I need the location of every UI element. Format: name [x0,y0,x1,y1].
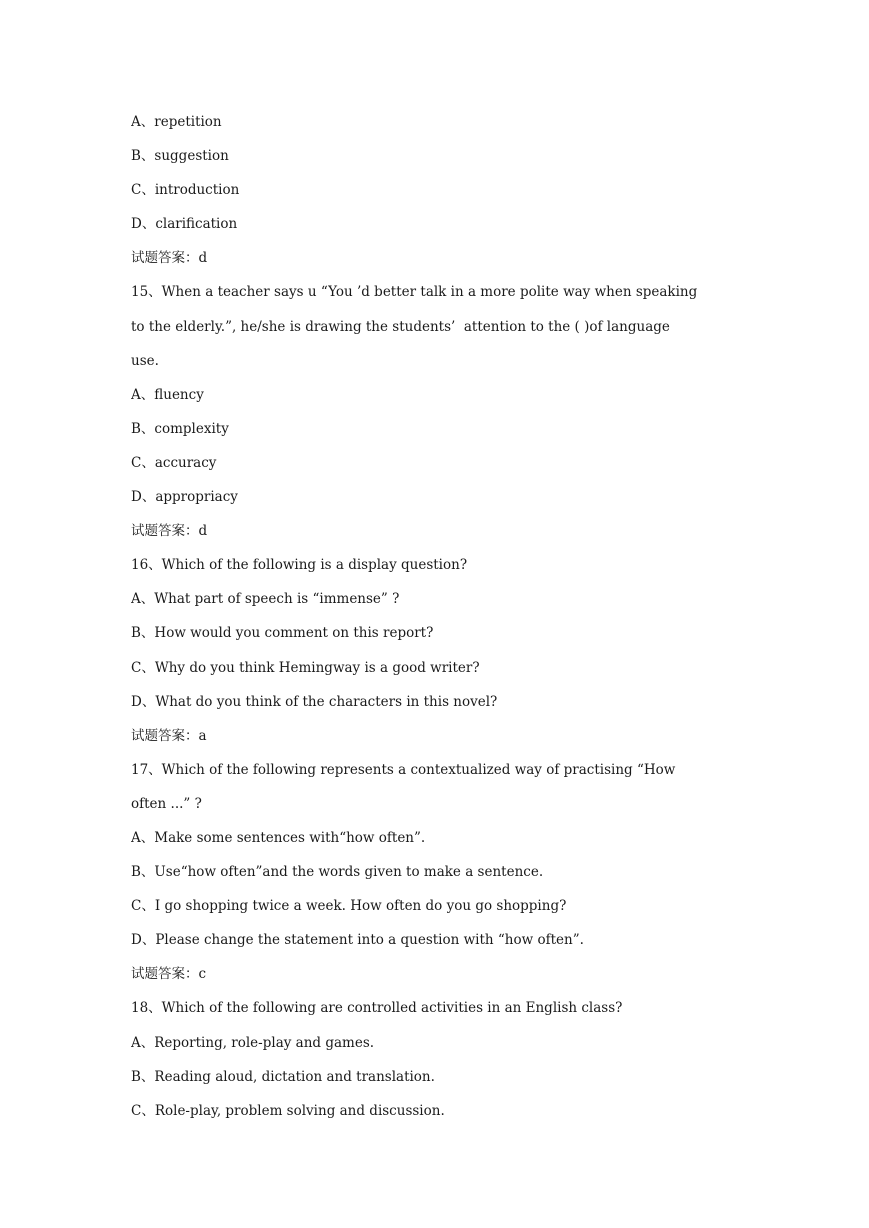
option-line: C、Why do you think Hemingway is a good writer? [131,659,480,676]
option-line: D、What do you think of the characters in this novel? [131,693,498,710]
answer-line: 试题答案：d [131,250,208,267]
option-line: B、suggestion [131,148,229,165]
option-line: D、Please change the statement into a question with “how often”. [131,932,584,949]
option-line: B、complexity [131,420,229,437]
answer-line: 试题答案：c [131,966,207,983]
question-17-line-2: often ...” ? [131,795,202,812]
option-line: B、How would you comment on this report? [131,625,434,642]
option-line: D、appropriacy [131,489,238,506]
option-line: D、clarification [131,216,238,233]
document-page [131,108,743,1131]
option-line: A、Reporting, role-play and games. [131,1034,375,1051]
option-line: C、introduction [131,182,240,199]
option-line: A、Make some sentences with“how often”. [131,829,426,846]
option-line: A、fluency [131,386,204,403]
question-17-line-1: 17、Which of the following represents a contextualized way of practising “How [131,761,676,778]
question-15-line-3: use. [131,352,159,369]
option-line: A、What part of speech is “immense” ? [131,591,400,608]
question-18: 18、Which of the following are controlled activities in an English class? [131,1000,623,1017]
question-16: 16、Which of the following is a display question? [131,557,468,574]
option-line: B、Reading aloud, dictation and translation. [131,1068,435,1085]
option-line: C、I go shopping twice a week. How often do you go shopping? [131,898,567,915]
option-line: C、accuracy [131,454,217,471]
answer-line: 试题答案：d [131,523,208,540]
question-15-line-2: to the elderly.”, he/she is drawing the students’ attention to the ( )of language [131,318,670,335]
option-line: B、Use“how often”and the words given to make a sentence. [131,864,544,881]
question-15-line-1: 15、When a teacher says u “You ’d better talk in a more polite way when speaking [131,284,698,301]
answer-line: 试题答案：a [131,727,207,744]
option-line: C、Role-play, problem solving and discussion. [131,1102,445,1119]
option-line: A、repetition [131,114,222,130]
